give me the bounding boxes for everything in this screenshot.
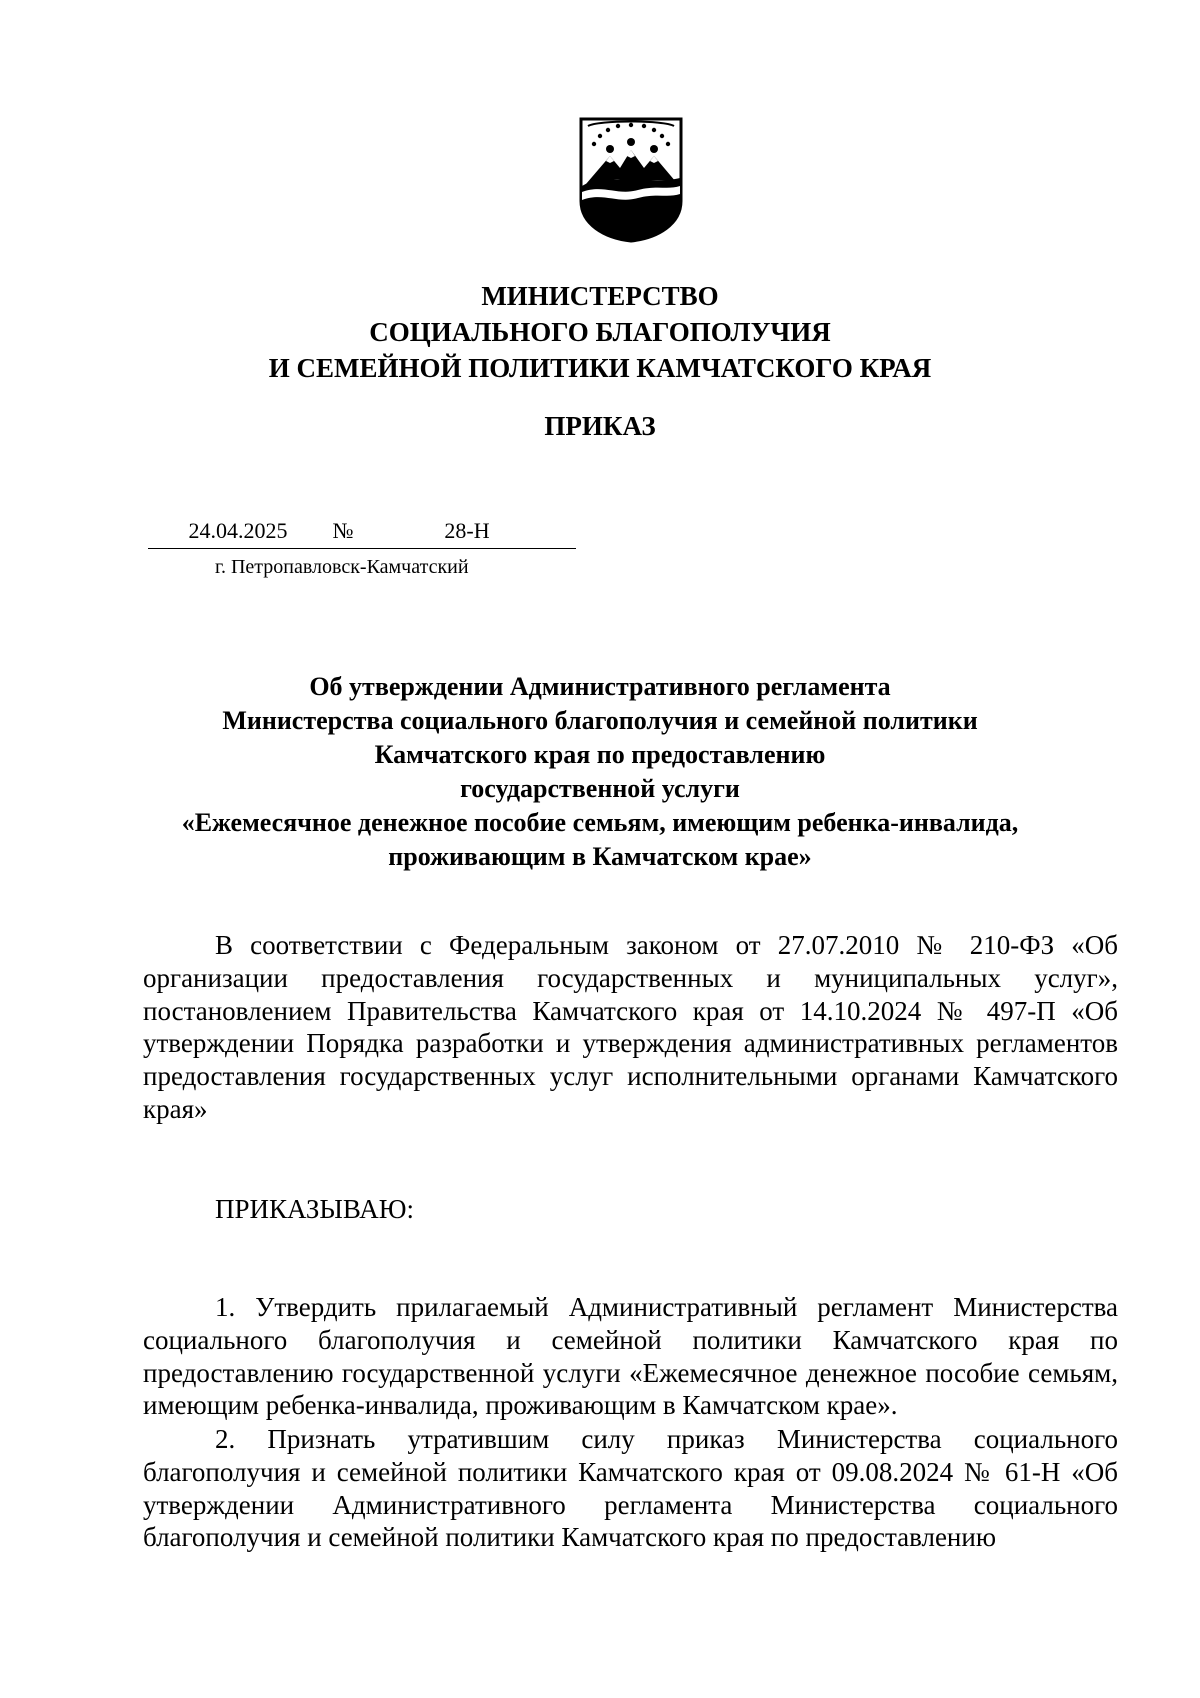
ministry-header-line-3: И СЕМЕЙНОЙ ПОЛИТИКИ КАМЧАТСКОГО КРАЯ xyxy=(268,353,932,383)
ministry-header xyxy=(0,278,1200,386)
order-title: ПРИКАЗ xyxy=(544,411,656,441)
subject-line-4: государственной услуги xyxy=(460,774,740,803)
subject-line-1: Об утверждении Административного регламента xyxy=(309,672,891,701)
order-item-1: 1. Утвердить прилагаемый Административный регламент Министерства социального благополучия и семейной политики Камчатского края по предоставлению государственной услуги «Ежемесячное денежное пособие семьям, имеющим ребенка-инвалида, проживающим в Камчатском крае». xyxy=(143,1292,1118,1421)
subject-line-2: Министерства социального благополучия и семейной политики xyxy=(222,706,978,735)
preamble-paragraph: В соответствии с Федеральным законом от 27.07.2010 № 210-ФЗ «Об организации предоставления государственных и муниципальных услуг», постановлением Правительства Камчатского края от 14.10.2024 № 497-П «Об утверждении Порядка разработки и утверждения административных регламентов предоставления государственных услуг исполнительными органами Камчатского края» xyxy=(143,930,1118,1124)
ministry-header-line-1: МИНИСТЕРСТВО xyxy=(481,281,719,311)
order-word: ПРИКАЗЫВАЮ: xyxy=(215,1194,414,1224)
subject-line-6: проживающим в Камчатском крае» xyxy=(388,842,812,871)
order-date: 24.04.2025 xyxy=(148,516,328,549)
order-item-2: 2. Признать утратившим силу приказ Министерства социального благополучия и семейной политики Камчатского края от 09.08.2024 № 61-Н «Об утверждении Административного регламента Министерства социального благополучия и семейной политики Камчатского края по предоставлению xyxy=(143,1424,1118,1553)
ministry-header-line-2: СОЦИАЛЬНОГО БЛАГОПОЛУЧИЯ xyxy=(369,317,831,347)
kamchatka-coat-of-arms-icon xyxy=(578,116,684,243)
number-sign: № xyxy=(328,516,358,549)
order-number: 28-Н xyxy=(358,516,576,549)
order-subject xyxy=(0,670,1200,874)
subject-line-3: Камчатского края по предоставлению xyxy=(374,740,826,769)
subject-line-5: «Ежемесячное денежное пособие семьям, имеющим ребенка-инвалида, xyxy=(181,808,1019,837)
city: г. Петропавловск-Камчатский xyxy=(215,556,469,578)
